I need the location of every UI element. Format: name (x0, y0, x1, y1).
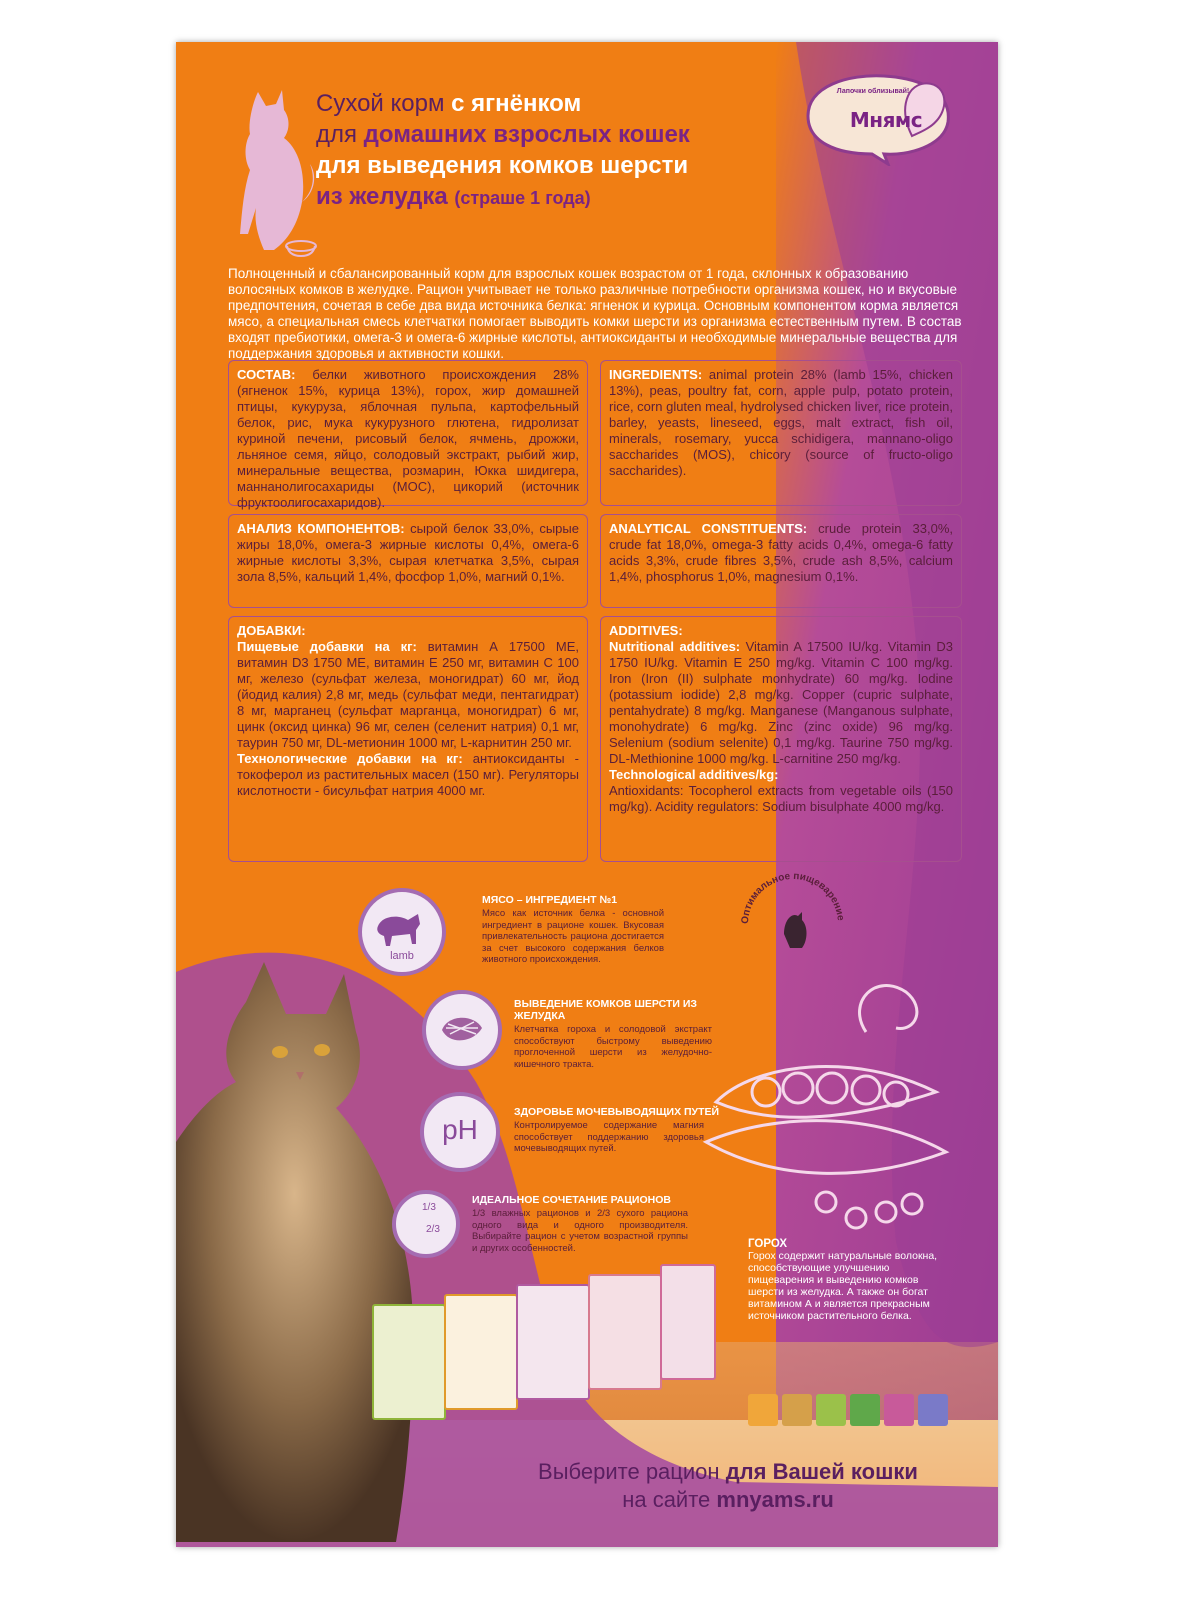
box-text: сырой белок 33,0%, сырые жиры 18,0%, омега-3 жирные кислоты 0,4%, омега-6 жирные кислоты 3,3%, сырая клетчатка 3,5%, сырая зола 8,5%, кальций 1,4%, фосфор 1,0%, магний 0,1%. (237, 521, 579, 584)
brand-slogan: Лапочки облизывай! (836, 88, 910, 95)
cta-part: Выберите рацион (538, 1459, 726, 1484)
ratio-label: 1/3 (422, 1202, 436, 1213)
pea-pod-illustration (676, 942, 956, 1262)
peas-text: Горох содержит натуральные волокна, способствующие улучшению пищеварения и выведению комков шерсти из желудка. А также он богат витамином А и является прекрасным источником растительного белка. (748, 1250, 938, 1322)
feature-title: ЗДОРОВЬЕ МОЧЕВЫВОДЯЩИХ ПУТЕЙ (514, 1106, 720, 1118)
product-title (316, 88, 836, 214)
box-label: ANALYTICAL CONSTITUENTS: (609, 521, 808, 536)
feature-icon-label: lamb (390, 950, 414, 962)
box-label: СОСТАВ: (237, 367, 296, 382)
product-packs (372, 1264, 712, 1420)
peas-info (748, 1238, 950, 1322)
box-dobavki (228, 616, 588, 862)
feature-circle (420, 1092, 500, 1172)
product-pack (444, 1294, 518, 1410)
pouch-packs (748, 1394, 958, 1428)
box-text: белки животного происхождения 28% (ягненок 15%, курица 13%), горох, жир домашней птицы, кукуруза, яблочная пульпа, картофельный белок, рис, мука кукурузного глютена, гидролизат куриной печени, рисовый белок, ячмень, дрожжи, льняное семя, яйцо, солодовый экстракт, рыбий жир, минеральные вещества, розмарин, Юкка шидигера, маннанолигосахариды (МОС), цикорий (источник фруктоолигосахаридов). (237, 367, 579, 510)
ratio-icon (396, 1194, 456, 1254)
pouch-pack (748, 1394, 778, 1426)
box-sostav (228, 360, 588, 510)
ratio-label: 2/3 (426, 1224, 440, 1235)
feature-text: Контролируемое содержание магния способствует поддержанию здоровья мочевыводящих путей. (514, 1120, 704, 1154)
feature-circle (358, 888, 446, 976)
peas-title: ГОРОХ (748, 1238, 788, 1250)
website-call-to-action (488, 1458, 968, 1514)
title-part: Сухой корм (316, 90, 452, 117)
box-sublabel: Nutritional additives: (609, 639, 741, 654)
title-age: (страше 1 года) (454, 188, 591, 208)
ph-icon: pH (442, 1114, 478, 1145)
hairball-icon (426, 994, 498, 1066)
box-label: АНАЛИЗ КОМПОНЕНТОВ: (237, 521, 405, 536)
bowl-icon (284, 238, 318, 258)
product-pack (660, 1264, 716, 1380)
box-label: ADDITIVES: (609, 623, 683, 638)
feature-circle (392, 1190, 460, 1258)
feature-title: ВЫВЕДЕНИЕ КОМКОВ ШЕРСТИ ИЗ ЖЕЛУДКА (514, 998, 698, 1022)
title-purpose: для выведения комков шерсти (316, 152, 689, 179)
feature-circle (422, 990, 502, 1070)
feature-text: 1/3 влажных рационов и 2/3 сухого рациона одного вида и одного производителя. Выбирайте рацион с учетом возрастной группы и других особенностей. (472, 1208, 688, 1254)
cat-silhouette-icon (218, 84, 318, 254)
box-label: ДОБАВКИ: (237, 623, 306, 638)
box-ingredients (600, 360, 962, 506)
title-target: домашних взрослых кошек (363, 121, 690, 148)
box-text: animal protein 28% (lamb 15%, chicken 13%), peas, poultry fat, corn, apple pulp, potato protein, rice, corn gluten meal, hydrolysed chicken liver, rice protein, barley, yeasts, lineseed, eggs, malt extract, fish oil, minerals, rosemary, yucca schidigera, mannano-oligo saccharides (MOS), chicory (source of fructo-oligo saccharides). (609, 367, 953, 478)
website-link: mnyams.ru (716, 1487, 834, 1512)
feature-text: Мясо как источник белка - основной ингредиент в рационе кошек. Вкусовая привлекательность рациона достигается за счет высокого содержания белков животного происхождения. (482, 908, 664, 965)
box-label: INGREDIENTS: (609, 367, 703, 382)
box-additives (600, 616, 962, 862)
feature-title: ИДЕАЛЬНОЕ СОЧЕТАНИЕ РАЦИОНОВ (472, 1194, 671, 1206)
digestion-badge-text: Оптимальное пищеварение (739, 870, 846, 925)
cta-part: для Вашей кошки (725, 1459, 918, 1484)
pouch-pack (782, 1394, 812, 1426)
box-sublabel: Технологические добавки на кг: (237, 751, 463, 766)
product-pack (372, 1304, 446, 1420)
box-analytical (600, 514, 962, 608)
product-pack (516, 1284, 590, 1400)
box-text: crude protein 33,0%, crude fat 18,0%, omega-3 fatty acids 0,4%, omega-6 fatty acids 3,3%, crude fibres 3,5%, crude ash 8,5%, calcium 1,4%, phosphorus 1,0%, magnesium 0,1%. (609, 521, 953, 584)
title-part: для (316, 121, 364, 148)
box-text: Vitamin A 17500 IU/kg. Vitamin D3 1750 IU/kg. Vitamin E 250 mg/kg. Vitamin C 100 mg/kg. Iron (Iron (II) sulphate monhydrate) 60 mg/kg. Iodine (potassium iodide) 2,8 mg/kg. Copper (cupric sulphate, pentahydrate) 8 mg/kg. Manganese (Manganous sulphate, monohydrate) 6 mg/kg. Zinc (zinc oxide) 96 mg/kg. Selenium (sodium selenite) 0,1 mg/kg. Taurine 750 mg/kg. DL-Methionine 1000 mg/kg. L-carnitine 250 mg/kg. (609, 639, 953, 766)
brand-name: Мнямс (849, 108, 923, 132)
title-flavor: с ягнёнком (451, 90, 582, 117)
box-text: Antioxidants: Tocopherol extracts from vegetable oils (150 mg/kg). Acidity regulators: Sodium bisulphate 4000 mg/kg. (609, 783, 953, 814)
intro-text: Полноценный и сбалансированный корм для взрослых кошек возрастом от 1 года, склонных к образованию волосяных комков в желудке. Рацион учитывает не только различные потребности организма кошек, но и вкусовые предпочтения, сочетая в себе два вида источника белка: ягненок и курица. Основным компонентом корма является мясо, а специальная смесь клетчатки помогает выводить комки шерсти из организма естественным путем. В состав входят пребиотики, омега-3 и омега-6 жирные кислоты, антиоксиданты и необходимые минеральные вещества для поддержания здоровья и активности кошки. (228, 266, 962, 361)
pouch-pack (816, 1394, 846, 1426)
box-text: витамин А 17500 МЕ, витамин D3 1750 МЕ, витамин Е 250 мг, витамин С 100 мг, железо (сульфат железа, моногидрат) 60 мг, йод (йодид калия) 2,8 мг, медь (сульфат меди, пентагидрат) 8 мг, марганец (сульфат марганца, моногидрат) 6 мг, цинк (оксид цинка) 96 мг, селен (селенит натрия) 0,1 мг, таурин 750 мг, DL-метионин 1000 мг, L-карнитин 250 мг. (237, 639, 580, 750)
box-sublabel: Пищевые добавки на кг: (237, 639, 417, 654)
box-analiz (228, 514, 588, 608)
feature-text: Клетчатка гороха и солодовой экстракт способствуют быстрому выведению проглоченной шерсти из желудочно-кишечного тракта. (514, 1024, 712, 1070)
feature-title: МЯСО – ИНГРЕДИЕНТ №1 (482, 894, 618, 906)
box-sublabel: Technological additives/kg: (609, 767, 779, 782)
pouch-pack (884, 1394, 914, 1426)
pouch-pack (918, 1394, 948, 1426)
pouch-pack (850, 1394, 880, 1426)
title-part: из желудка (316, 183, 455, 210)
product-pack (588, 1274, 662, 1390)
cta-part: на сайте (622, 1487, 717, 1512)
pack-back (176, 42, 998, 1547)
box-text: антиоксиданты - токоферол из растительных масел (150 мг). Регуляторы кислотности - бисульфат натрия 4000 мг. (237, 751, 579, 798)
